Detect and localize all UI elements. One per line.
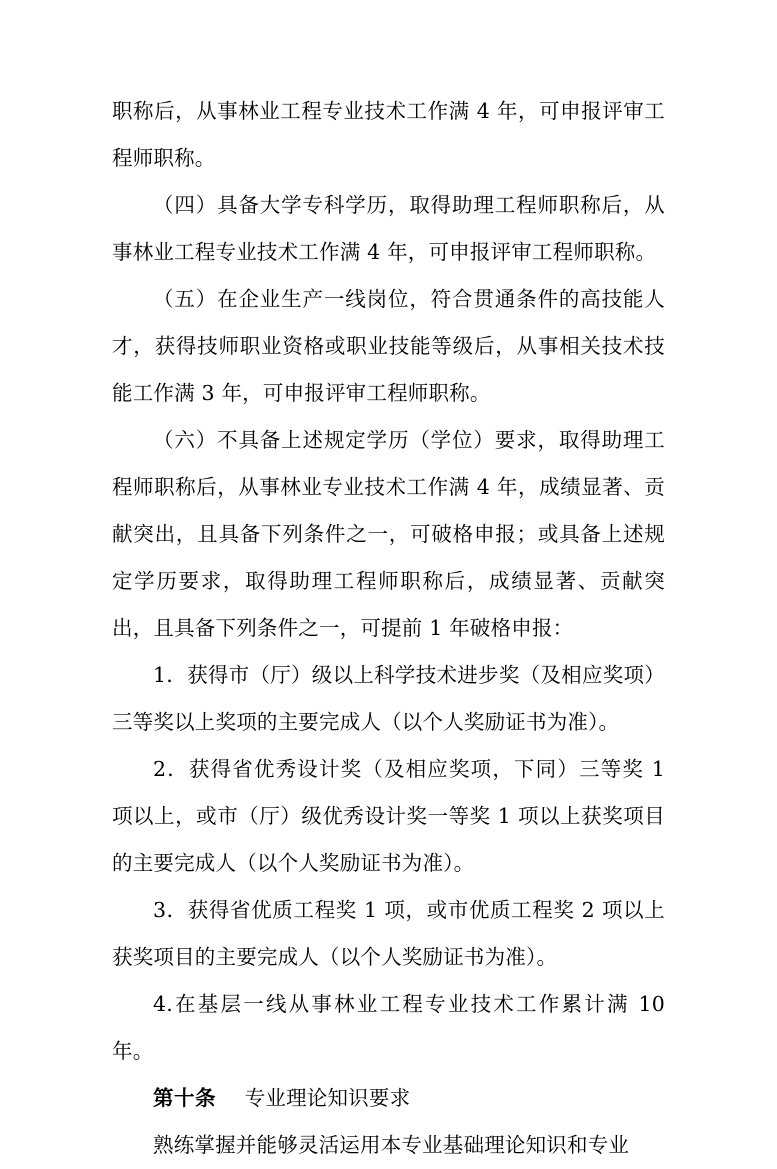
- paragraph-continuation: 职称后，从事林业工程专业技术工作满 4 年，可申报评审工程师职称。: [112, 99, 665, 170]
- article-heading-title: 专业理论知识要求: [244, 1086, 411, 1110]
- paragraph-item-4: （四）具备大学专科学历，取得助理工程师职称后，从事林业工程专业技术工作满 4 年，可申报评审工程师职称。: [112, 193, 665, 264]
- paragraph-sub-item-3: 3．获得省优质工程奖 1 项，或市优质工程奖 2 项以上获奖项目的主要完成人（以个人奖励证书为准）。: [112, 898, 665, 969]
- paragraph-item-5: （五）在企业生产一线岗位，符合贯通条件的高技能人才，获得技师职业资格或职业技能等级后，从事相关技术技能工作满 3 年，可申报评审工程师职称。: [112, 287, 665, 405]
- paragraph-sub-item-1: 1．获得市（厅）级以上科学技术进步奖（及相应奖项）三等奖以上奖项的主要完成人（以个人奖励证书为准）。: [112, 663, 665, 734]
- document-body: [112, 88, 665, 1169]
- paragraph-item-6: （六）不具备上述规定学历（学位）要求，取得助理工程师职称后，从事林业专业技术工作满 4 年，成绩显著、贡献突出，且具备下列条件之一，可破格申报；或具备上述规定学历要求，取得助理工程师职称后，成绩显著、贡献突出，且具备下列条件之一，可提前 1 年破格申报：: [112, 428, 665, 640]
- paragraph-article-10-body: 熟练掌握并能够灵活运用本专业基础理论知识和专业: [153, 1133, 630, 1157]
- paragraph-sub-item-4: 4.在基层一线从事林业工程专业技术工作累计满 10 年。: [112, 992, 665, 1063]
- paragraph-sub-item-2: 2．获得省优秀设计奖（及相应奖项，下同）三等奖 1 项以上，或市（厅）级优秀设计奖一等奖 1 项以上获奖项目的主要完成人（以个人奖励证书为准）。: [112, 757, 665, 875]
- article-heading-label: 第十条: [153, 1086, 216, 1110]
